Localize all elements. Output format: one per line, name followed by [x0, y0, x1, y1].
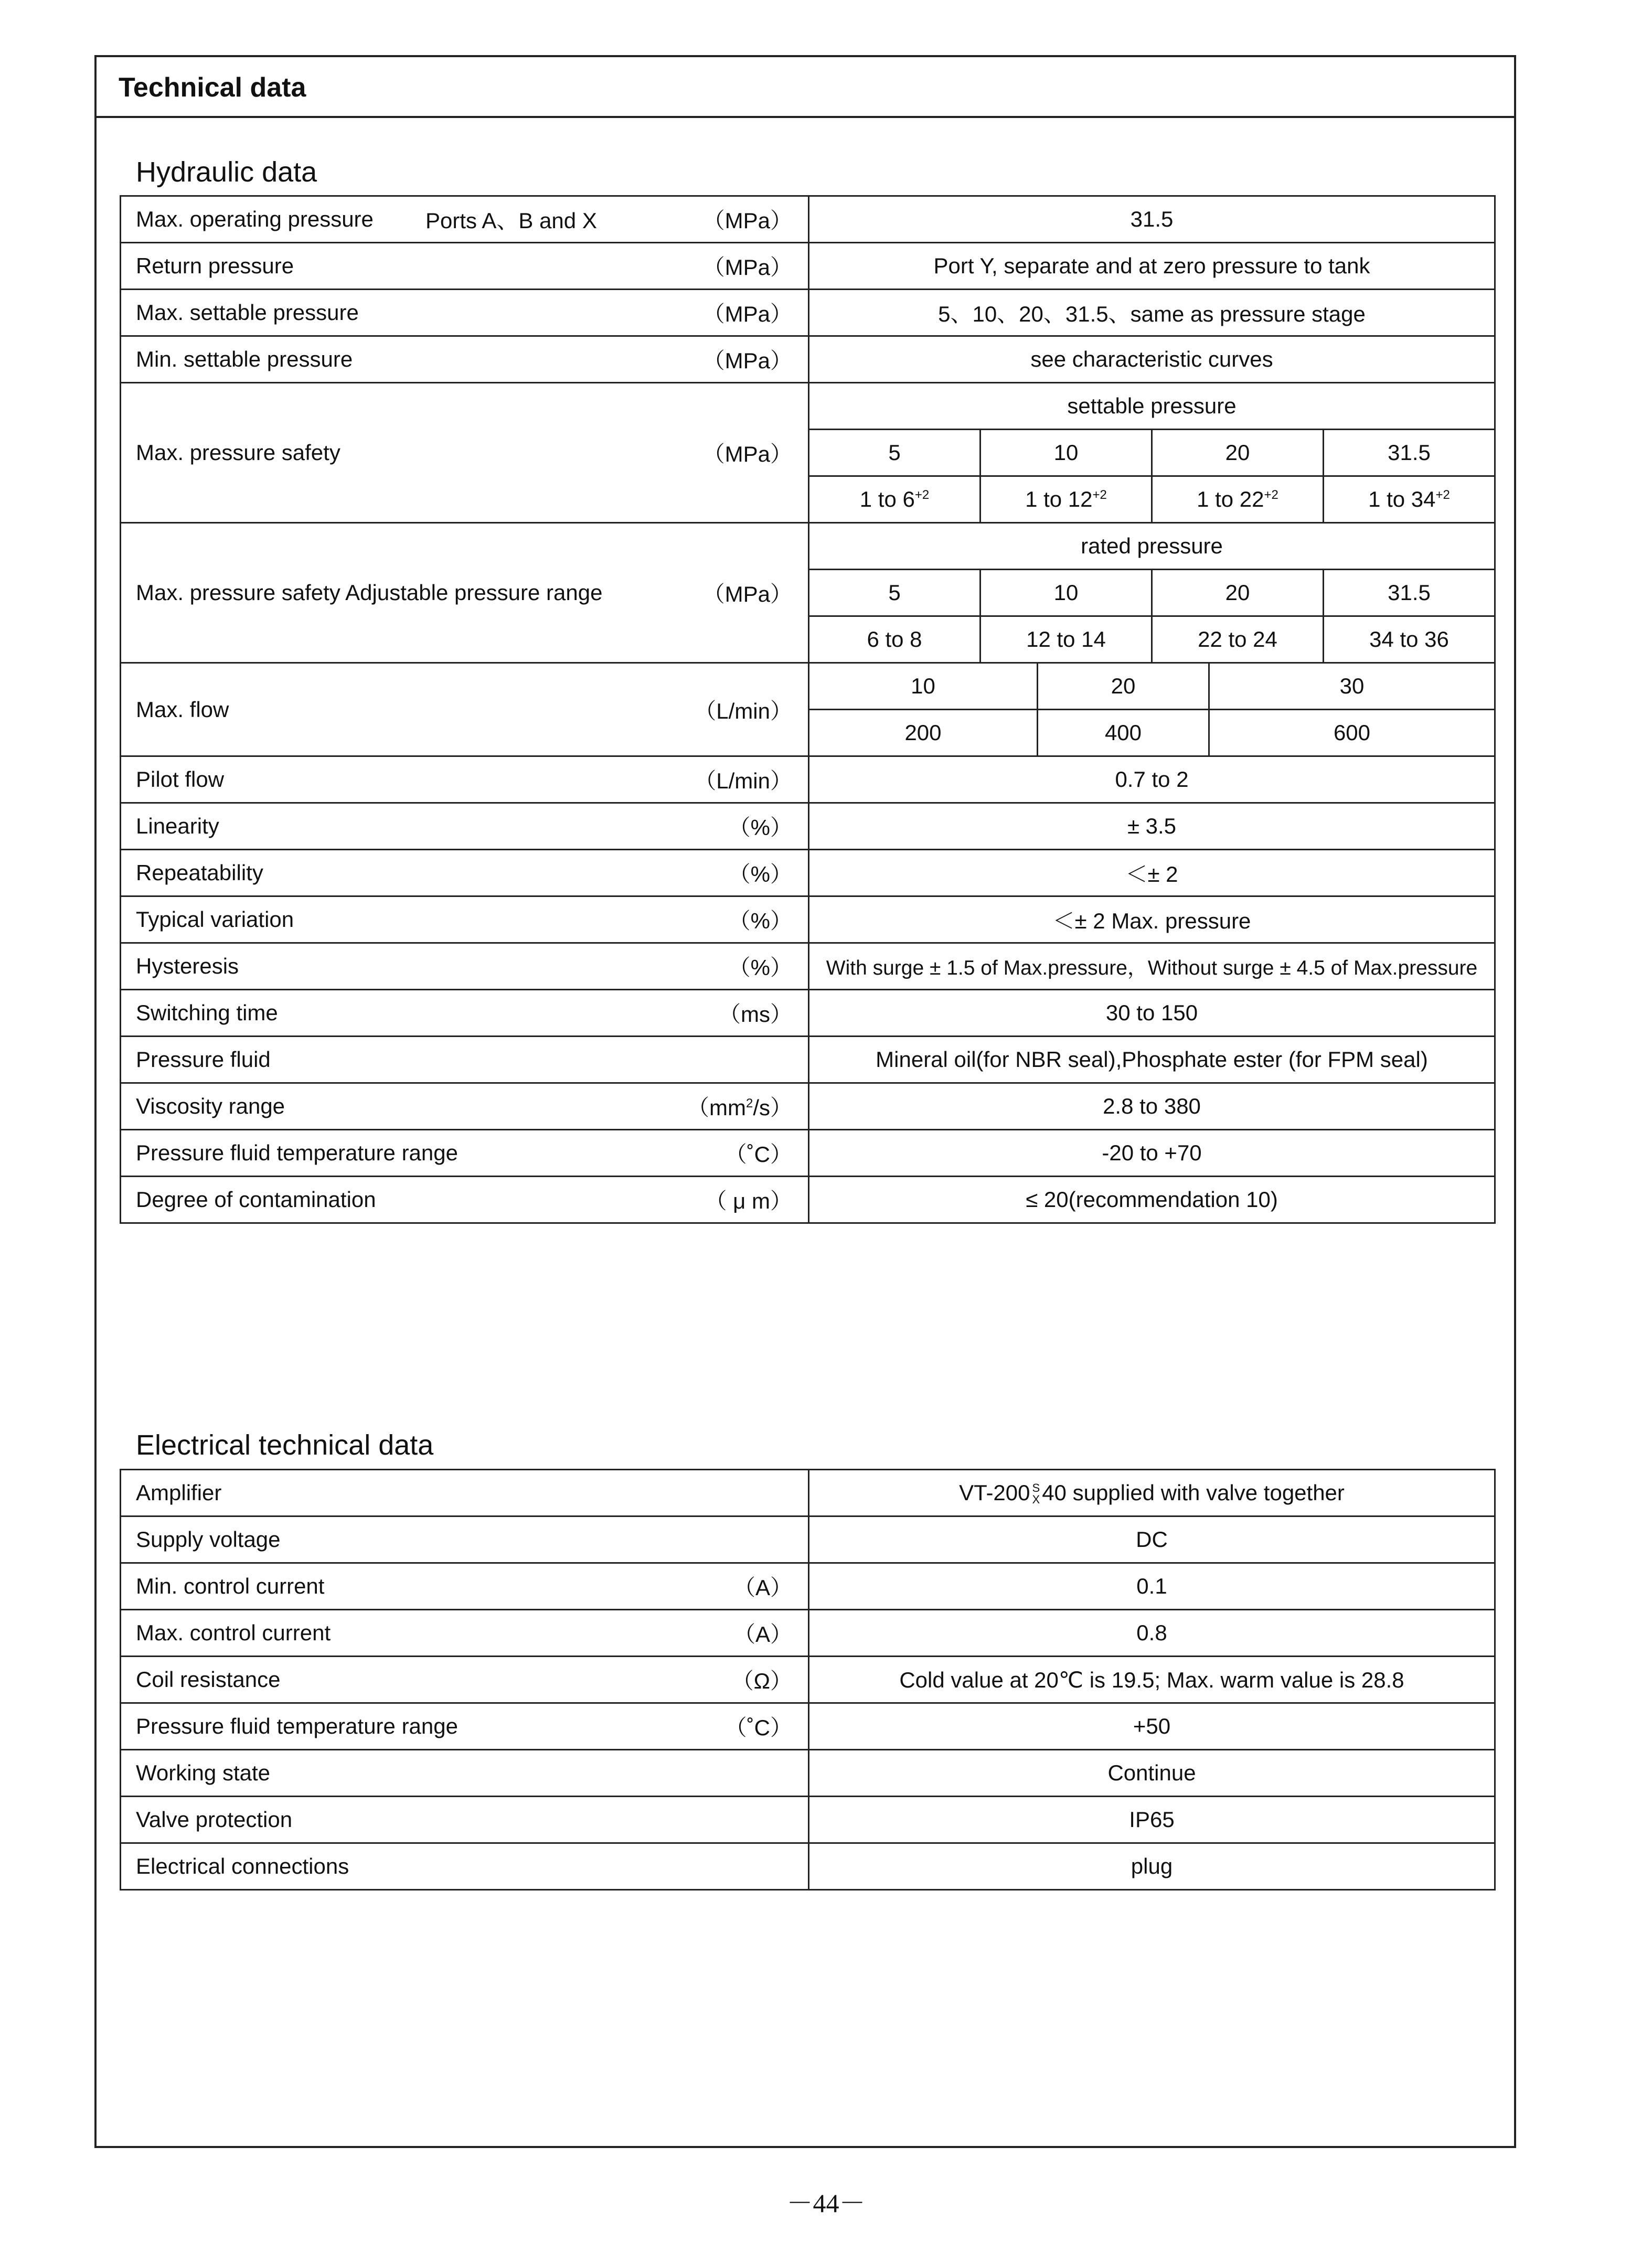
hydraulic-heading: Hydraulic data: [136, 156, 317, 188]
row-label: Amplifier: [121, 1470, 809, 1516]
table-row: [121, 523, 1495, 570]
row-value: ＜± 2 Max. pressure: [809, 896, 1495, 943]
range-cell: 22 to 24: [1152, 616, 1324, 663]
row-value: 2.8 to 380: [809, 1083, 1495, 1130]
row-label: Pressure fluid temperature range （˚C）: [121, 1703, 809, 1750]
table-row: [121, 336, 1495, 383]
row-label: Pressure fluid temperature range （˚C）: [121, 1130, 809, 1177]
table-row: [121, 803, 1495, 850]
row-label: Min. control current （A）: [121, 1563, 809, 1610]
row-label: Pressure fluid: [121, 1037, 809, 1083]
row-value: 0.1: [809, 1563, 1495, 1610]
row-value: see characteristic curves: [809, 336, 1495, 383]
table-row: [121, 1177, 1495, 1223]
stage-cell: 10: [980, 570, 1152, 616]
row-value: +50: [809, 1703, 1495, 1750]
row-label: Coil resistance （Ω）: [121, 1657, 809, 1703]
row-value: VT-200 S X 40 supplied with valve together: [809, 1470, 1495, 1516]
hydraulic-table: [120, 195, 1496, 1224]
table-row: [121, 1563, 1495, 1610]
flow-cell: 600: [1209, 710, 1495, 756]
range-cell: 1 to $6^{+2}$: [809, 476, 980, 523]
row-value: plug: [809, 1843, 1495, 1890]
table-row: [121, 1516, 1495, 1563]
table-row: [121, 1797, 1495, 1843]
table-row: [121, 756, 1495, 803]
size-cell: 20: [1038, 663, 1209, 710]
table-row: [121, 243, 1495, 290]
table-row: [121, 1843, 1495, 1890]
subheader: settable pressure: [809, 383, 1495, 430]
table-row: [121, 1130, 1495, 1177]
row-value: Cold value at 20℃ is 19.5; Max. warm value is 28.8: [809, 1657, 1495, 1703]
range-cell: 1 to $34^{+2}$: [1324, 476, 1495, 523]
row-value: 31.5: [809, 196, 1495, 243]
row-label: Pilot flow （L/min）: [121, 756, 809, 803]
table-row: [121, 1610, 1495, 1657]
table-row: [121, 196, 1495, 243]
row-label: Max. pressure safety （MPa）: [121, 383, 809, 523]
table-row: [121, 290, 1495, 336]
table-row: [121, 896, 1495, 943]
stage-cell: 31.5: [1324, 430, 1495, 476]
row-label: Switching time （ms）: [121, 990, 809, 1037]
row-label: Max. control current （A）: [121, 1610, 809, 1657]
range-cell: 1 to $22^{+2}$: [1152, 476, 1324, 523]
row-value: Continue: [809, 1750, 1495, 1797]
stage-cell: 5: [809, 430, 980, 476]
table-row: [121, 1470, 1495, 1516]
row-value: DC: [809, 1516, 1495, 1563]
row-label: Typical variation （%）: [121, 896, 809, 943]
electrical-heading: Electrical technical data: [136, 1429, 434, 1461]
page-frame: [94, 55, 1516, 2148]
row-value: Port Y, separate and at zero pressure to tank: [809, 243, 1495, 290]
row-value: 30 to 150: [809, 990, 1495, 1037]
row-label: Max. pressure safety Adjustable pressure range （MPa）: [121, 523, 809, 663]
row-label: Hysteresis （%）: [121, 943, 809, 990]
table-row: [121, 990, 1495, 1037]
page-title: Technical data: [119, 72, 306, 103]
row-label: Working state: [121, 1750, 809, 1797]
size-cell: 10: [809, 663, 1038, 710]
range-cell: 1 to $12^{+2}$: [980, 476, 1152, 523]
row-value: ＜± 2: [809, 850, 1495, 896]
row-label: Max. flow （L/min）: [121, 663, 809, 756]
row-label: Repeatability （%）: [121, 850, 809, 896]
row-label: Electrical connections: [121, 1843, 809, 1890]
row-label: Linearity （%）: [121, 803, 809, 850]
table-row: [121, 663, 1495, 710]
subheader: rated pressure: [809, 523, 1495, 570]
row-value: -20 to +70: [809, 1130, 1495, 1177]
row-label: Max. operating pressure Ports A、B and X （MPa）: [121, 196, 809, 243]
range-cell: 34 to 36: [1324, 616, 1495, 663]
row-value: With surge ± 1.5 of Max.pressure，Without surge ± 4.5 of Max.pressure: [809, 943, 1495, 990]
table-row: [121, 1083, 1495, 1130]
electrical-table: [120, 1469, 1496, 1890]
row-label: Return pressure （MPa）: [121, 243, 809, 290]
table-row: [121, 943, 1495, 990]
table-row: [121, 1750, 1495, 1797]
range-cell: 6 to 8: [809, 616, 980, 663]
row-label: Min. settable pressure （MPa）: [121, 336, 809, 383]
table-row: [121, 850, 1495, 896]
row-value: 0.8: [809, 1610, 1495, 1657]
range-cell: 12 to 14: [980, 616, 1152, 663]
page-number: －44－: [786, 2188, 866, 2218]
table-row: [121, 1037, 1495, 1083]
header: [97, 57, 1514, 118]
row-value: Mineral oil(for NBR seal),Phosphate ester (for FPM seal): [809, 1037, 1495, 1083]
table-row: [121, 383, 1495, 430]
stage-cell: 31.5: [1324, 570, 1495, 616]
table-row: [121, 1703, 1495, 1750]
stage-cell: 10: [980, 430, 1152, 476]
row-label: Viscosity range $(mm^2/s)$: [121, 1083, 809, 1130]
row-label: Valve protection: [121, 1797, 809, 1843]
flow-cell: 400: [1038, 710, 1209, 756]
row-label: Supply voltage: [121, 1516, 809, 1563]
row-label: Degree of contamination （ μ m）: [121, 1177, 809, 1223]
stage-cell: 5: [809, 570, 980, 616]
row-label: Max. settable pressure （MPa）: [121, 290, 809, 336]
stage-cell: 20: [1152, 430, 1324, 476]
row-value: 0.7 to 2: [809, 756, 1495, 803]
row-value: ± 3.5: [809, 803, 1495, 850]
table-row: [121, 1657, 1495, 1703]
row-value: IP65: [809, 1797, 1495, 1843]
row-value: ≤ 20(recommendation 10): [809, 1177, 1495, 1223]
stage-cell: 20: [1152, 570, 1324, 616]
flow-cell: 200: [809, 710, 1038, 756]
size-cell: 30: [1209, 663, 1495, 710]
row-value: 5、10、20、31.5、same as pressure stage: [809, 290, 1495, 336]
